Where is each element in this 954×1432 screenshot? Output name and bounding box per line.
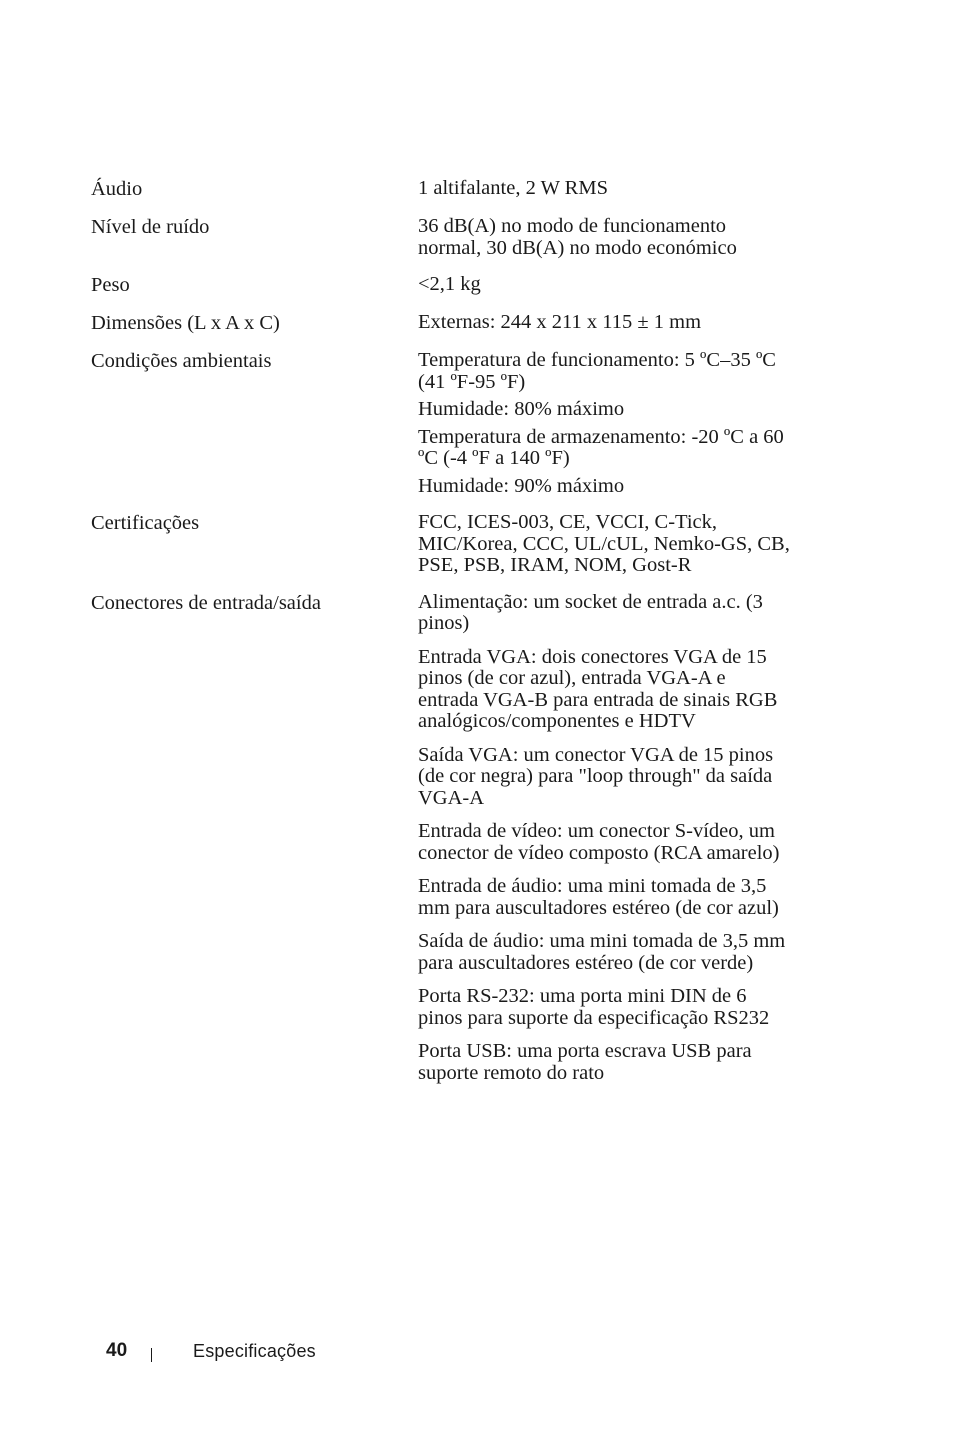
spec-value: <2,1 kg xyxy=(418,273,481,295)
spec-row-dimensions xyxy=(91,310,791,335)
spec-row-audio xyxy=(91,176,791,201)
spec-values xyxy=(418,272,791,296)
spec-values xyxy=(418,176,791,200)
spec-row-weight xyxy=(91,272,791,297)
spec-values xyxy=(418,214,791,259)
spec-value: Saída VGA: um conector VGA de 15 pinos (de cor negra) para "loop through" da saída VGA-A xyxy=(418,743,774,809)
spec-value: Entrada VGA: dois conectores VGA de 15 pinos (de cor azul), entrada VGA-A e entrada VGA-B para entrada de sinais RGB analógicos/componentes e HDTV xyxy=(418,645,778,732)
spec-value: Alimentação: um socket de entrada a.c. (3 pinos) xyxy=(418,590,763,634)
spec-value: Humidade: 90% máximo xyxy=(418,474,625,497)
spec-value: Porta RS-232: uma porta mini DIN de 6 pinos para suporte da especificação RS232 xyxy=(418,985,770,1029)
spec-value: Entrada de vídeo: um conector S-vídeo, um conector de vídeo composto (RCA amarelo) xyxy=(418,820,780,864)
spec-value: 1 altifalante, 2 W RMS xyxy=(418,177,608,199)
spec-value: FCC, ICES-003, CE, VCCI, C-Tick, MIC/Korea, CCC, UL/cUL, Nemko-GS, CB, PSE, PSB, IRAM, NOM, Gost-R xyxy=(418,511,790,576)
page-number: 40 xyxy=(106,1340,128,1361)
page-footer xyxy=(106,1336,316,1366)
footer-divider xyxy=(151,1348,152,1362)
spec-row-environment xyxy=(91,348,791,497)
spec-value: Temperatura de armazenamento: -20 ºC a 60 ºC (-4 ºF a 140 ºF) xyxy=(418,425,784,469)
spec-table xyxy=(91,176,791,1097)
spec-value: Saída de áudio: uma mini tomada de 3,5 mm para auscultadores estéreo (de cor verde) xyxy=(418,930,786,974)
spec-row-io-connectors xyxy=(91,590,791,1085)
spec-values xyxy=(418,348,791,497)
spec-row-certifications xyxy=(91,510,791,577)
spec-values xyxy=(418,590,791,1085)
spec-label: Conectores de entrada/saída xyxy=(91,591,321,614)
spec-value: Externas: 244 x 211 x 115 ± 1 mm xyxy=(418,311,702,333)
spec-label: Dimensões (L x A x C) xyxy=(91,312,280,334)
spec-values xyxy=(418,310,791,334)
spec-value: Entrada de áudio: uma mini tomada de 3,5 mm para auscultadores estéreo (de cor azul) xyxy=(418,875,779,919)
spec-label: Áudio xyxy=(91,178,143,200)
spec-value: 36 dB(A) no modo de funcionamento normal, 30 dB(A) no modo económico xyxy=(418,215,737,259)
spec-label: Certificações xyxy=(91,512,200,534)
spec-label: Nível de ruído xyxy=(91,216,210,238)
spec-value: Humidade: 80% máximo xyxy=(418,398,625,420)
section-name: Especificações xyxy=(193,1340,316,1361)
spec-row-noise-level xyxy=(91,214,791,259)
spec-value: Temperatura de funcionamento: 5 ºC–35 ºC (41 ºF-95 ºF) xyxy=(418,349,776,393)
spec-values xyxy=(418,510,791,577)
spec-value: Porta USB: uma porta escrava USB para suporte remoto do rato xyxy=(418,1040,752,1084)
spec-label: Peso xyxy=(91,274,130,296)
spec-label: Condições ambientais xyxy=(91,350,272,372)
